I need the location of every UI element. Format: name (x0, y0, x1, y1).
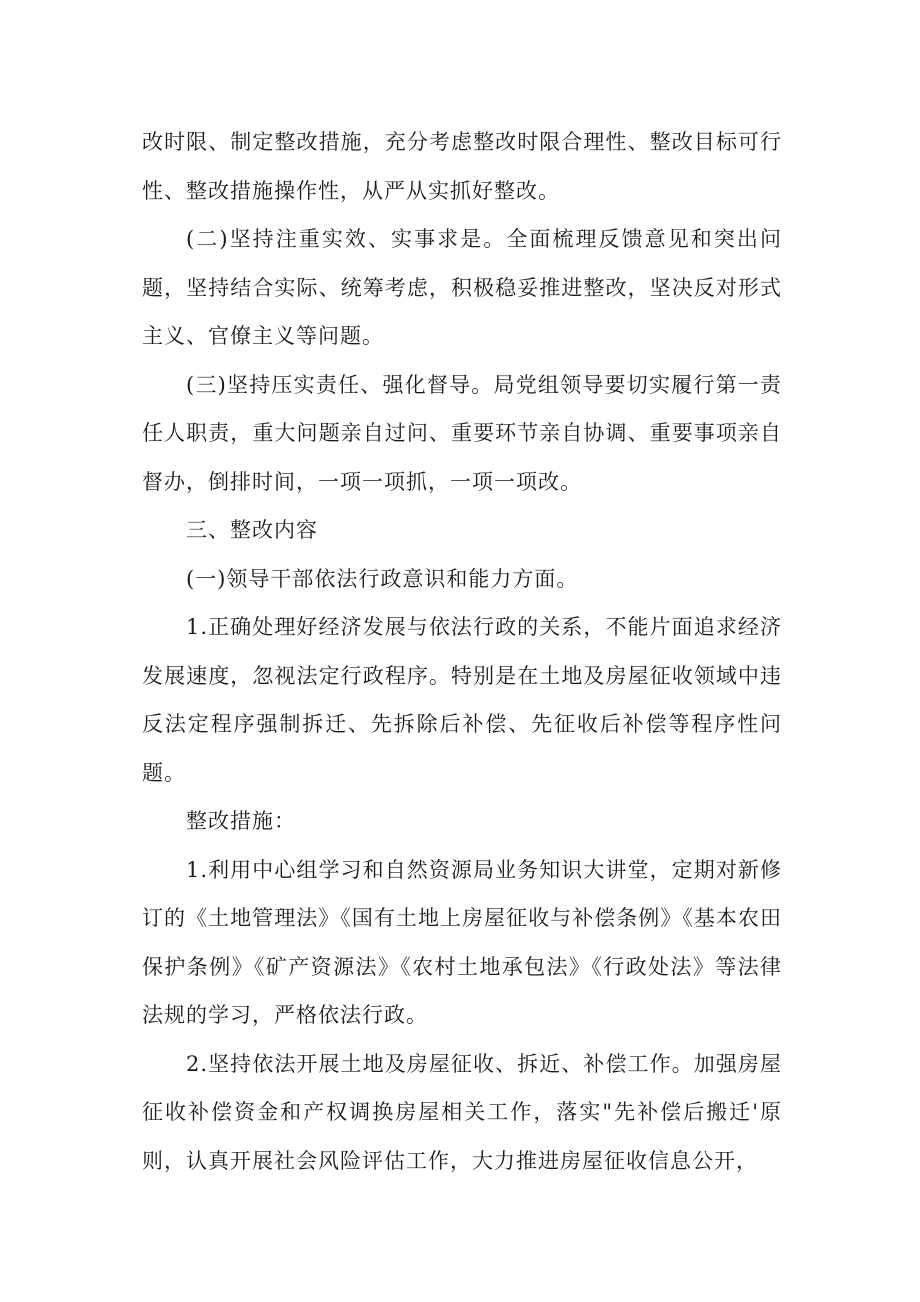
section-heading: 三、整改内容 (186, 518, 318, 542)
paragraph: 2.坚持依法开展土地及房屋征收、拆近、补偿工作。加强房屋征收补偿资金和产权调换房屋相关工作，落实"先补偿后搬迁'原则，认真开展社会风险评估工作，大力推进房屋征收信息公开， (142, 1051, 782, 1173)
paragraph: 1.正确处理好经济发展与依法行政的关系，不能片面追求经济发展速度，忽视法定行政程序。特别是在土地及房屋征收领域中违反法定程序强制拆迁、先拆除后补偿、先征收后补偿等程序性问题。 (142, 615, 782, 785)
paragraph: 改时限、制定整改措施，充分考虑整改时限合理性、整改目标可行性、整改措施操作性，从严从实抓好整改。 (142, 130, 782, 203)
document-body (142, 118, 782, 1185)
paragraph: (二)坚持注重实效、实事求是。全面梳理反馈意见和突出问题，坚持结合实际、统筹考虑，积极稳妥推进整改，坚决反对形式主义、官僚主义等问题。 (142, 227, 782, 348)
subsection-heading: (一)领导干部依法行政意识和能力方面。 (186, 566, 579, 591)
paragraph: (三)坚持压实责任、强化督导。局党组领导要切实履行第一责任人职责，重大问题亲自过问、重要环节亲自协调、重要事项亲自督办，倒排时间，一项一项抓，一项一项改。 (142, 372, 782, 494)
paragraph: 1.利用中心组学习和自然资源局业务知识大讲堂，定期对新修订的《土地管理法》《国有土地上房屋征收与补偿条例》《基本农田保护条例》《矿产资源法》《农村土地承包法》《行政处法》等法律法规的学习，严格依法行政。 (142, 857, 782, 1027)
measures-label: 整改措施： (186, 809, 296, 833)
